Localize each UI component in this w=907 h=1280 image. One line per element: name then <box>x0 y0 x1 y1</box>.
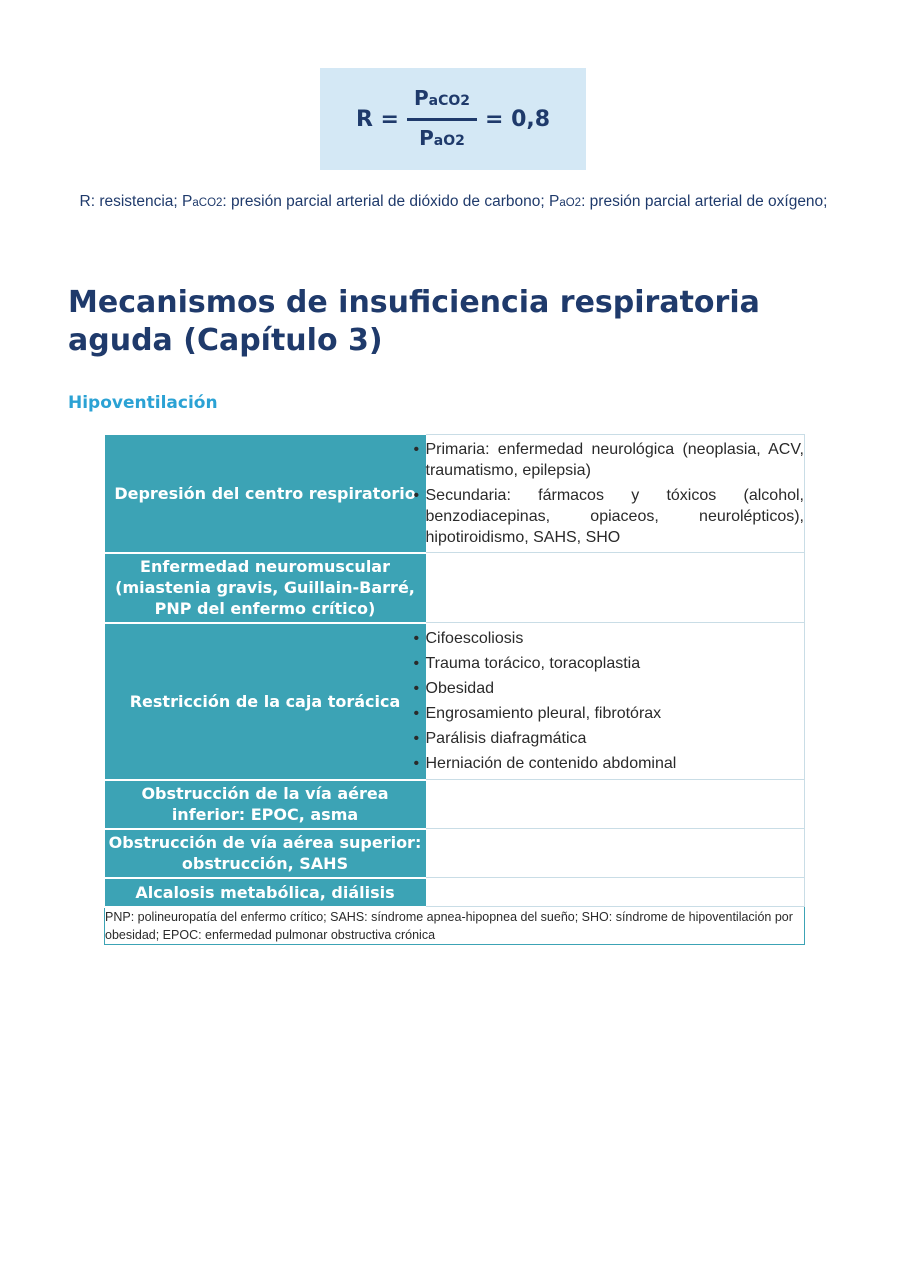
list-item: • Cifoescoliosis <box>426 628 805 649</box>
table-row <box>105 829 805 878</box>
table-row <box>105 623 805 780</box>
list-item: • Primaria: enfermedad neurológica (neoplasia, ACV, traumatismo, epilepsia) <box>426 439 805 481</box>
row-label: Enfermedad neuromuscular (miastenia gravis, Guillain-Barré, PNP del enfermo crítico) <box>105 553 426 623</box>
row-label: Obstrucción de la vía aérea inferior: EPOC, asma <box>105 780 426 829</box>
row-content <box>426 780 805 829</box>
row-content <box>426 829 805 878</box>
row-content <box>426 553 805 623</box>
list-item: • Parálisis diafragmática <box>426 728 805 749</box>
row-content <box>426 435 805 553</box>
table-footnote: PNP: polineuropatía del enfermo crítico; SAHS: síndrome apnea-hipopnea del sueño; SHO: síndrome de hipoventilación por obesidad; EPOC: enfermedad pulmonar obstructiva crónica <box>105 907 805 945</box>
list-item: • Engrosamiento pleural, fibrotórax <box>426 703 805 724</box>
formula-caption: R: resistencia; PaCO2: presión parcial arterial de dióxido de carbono; PaO2: presión parcial arterial de oxígeno; <box>79 193 828 210</box>
list-item: • Trauma torácico, toracoplastia <box>426 653 805 674</box>
subsection-heading: Hipoventilación <box>68 393 218 413</box>
table-row <box>105 878 805 907</box>
table-row <box>105 780 805 829</box>
item-list <box>426 628 805 774</box>
item-list <box>426 439 805 548</box>
table-row <box>105 435 805 553</box>
row-label: Alcalosis metabólica, diálisis <box>105 878 426 907</box>
table-row <box>105 553 805 623</box>
row-content <box>426 623 805 780</box>
formula-rhs: = 0,8 <box>484 106 551 132</box>
row-content <box>426 878 805 907</box>
list-item: • Herniación de contenido abdominal <box>426 753 805 774</box>
row-label: Depresión del centro respiratorio <box>105 435 426 553</box>
row-label: Restricción de la caja torácica <box>105 623 426 780</box>
fraction-bar <box>407 118 477 121</box>
list-item: • Obesidad <box>426 678 805 699</box>
table-footnote-row <box>105 907 805 945</box>
formula-fraction <box>407 84 477 155</box>
row-label: Obstrucción de vía aérea superior: obstrucción, SAHS <box>105 829 426 878</box>
list-item: • Secundaria: fármacos y tóxicos (alcohol, benzodiacepinas, opiaceos, neurolépticos), hipotiroidismo, SAHS, SHO <box>426 485 805 548</box>
hipoventilacion-table <box>104 434 805 945</box>
formula-numerator: PaCO2 <box>413 85 470 110</box>
section-heading: Mecanismos de insuficiencia respiratoria aguda (Capítulo 3) <box>68 285 760 358</box>
formula-lhs: R = <box>355 106 399 132</box>
formula-denominator: PaO2 <box>419 125 465 150</box>
formula-box <box>320 68 586 170</box>
